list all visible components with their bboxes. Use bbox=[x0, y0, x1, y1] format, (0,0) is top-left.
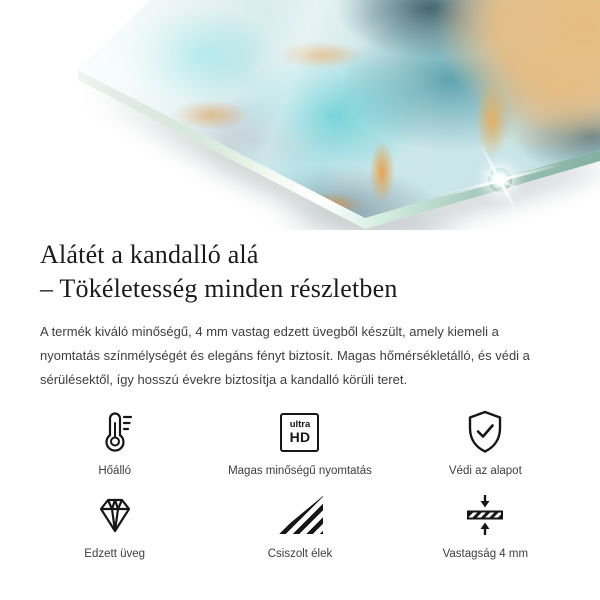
product-photo bbox=[0, 0, 600, 230]
page-title bbox=[40, 238, 560, 306]
feature-label: Magas minőségű nyomtatás bbox=[228, 465, 372, 477]
feature-print-quality bbox=[207, 408, 392, 479]
feature-label: Védi az alapot bbox=[448, 465, 522, 477]
polished-edges-icon bbox=[277, 491, 323, 539]
feature-thickness bbox=[393, 491, 578, 562]
feature-heat-resistant bbox=[22, 408, 207, 479]
product-description-text: A termék kiváló minőségű, 4 mm vastag edzett üvegből készült, amely kiemeli a nyomtatás színmélységét és elegáns fényt biztosít. Magas hőmérsékletálló, és védi a sérülésektől, így hosszú évekre biztosítja a kandalló körüli teret. bbox=[40, 324, 530, 387]
feature-tempered-glass bbox=[22, 491, 207, 562]
feature-label: Vastagság 4 mm bbox=[442, 548, 529, 560]
thickness-icon bbox=[463, 491, 507, 539]
feature-grid bbox=[0, 408, 600, 562]
feature-label: Csiszolt élek bbox=[267, 548, 333, 560]
ultra-hd-icon: ultra HD bbox=[280, 408, 319, 456]
page-title-line1: Alátét a kandalló alá bbox=[40, 240, 259, 269]
product-description-section bbox=[0, 238, 600, 392]
feature-label: Edzett üveg bbox=[84, 548, 146, 560]
diamond-icon bbox=[93, 491, 137, 539]
shield-check-icon bbox=[463, 408, 507, 456]
feature-polished-edges bbox=[207, 491, 392, 562]
page-title-line2: – Tökéletesség minden részletben bbox=[40, 274, 398, 303]
feature-label: Hőálló bbox=[98, 465, 131, 477]
feature-protects-base bbox=[393, 408, 578, 479]
thermometer-icon bbox=[93, 408, 137, 456]
